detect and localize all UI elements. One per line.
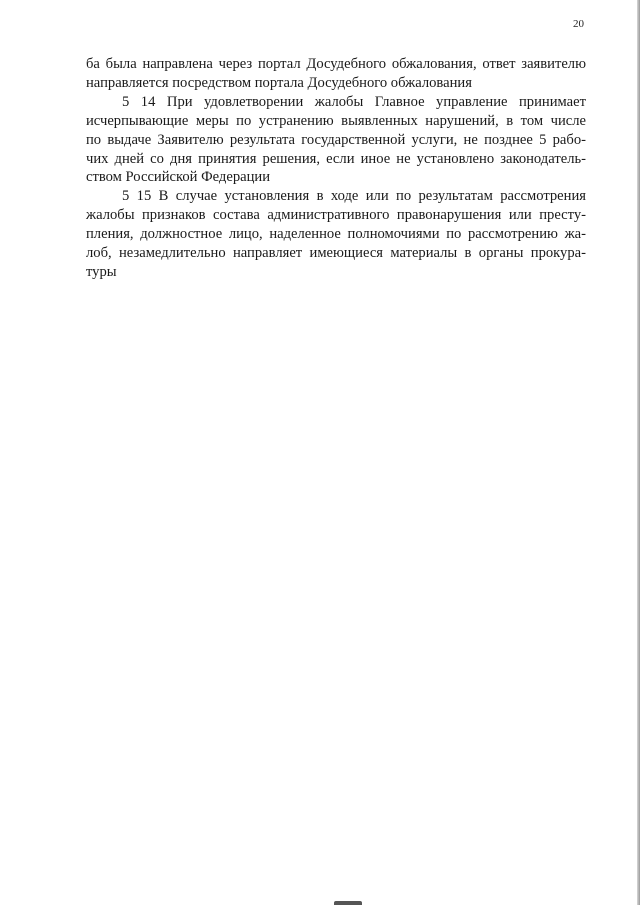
page-number: 20 [573, 18, 584, 30]
text-line: чих дней со дня принятия решения, если иное не установлено законодатель- [86, 150, 586, 167]
text-line: направляется посредством портала Досудебного обжалования [86, 74, 472, 91]
text-line: ством Российской Федерации [86, 169, 271, 186]
text-line: лоб, незамедлительно направляет имеющиеся материалы в органы прокура- [86, 245, 586, 262]
text-line: жалобы признаков состава административного правонарушения или престу- [86, 207, 586, 224]
body-text [86, 55, 586, 282]
scan-bottom-mark [334, 901, 362, 905]
text-line: по выдаче Заявителю результата государственной услуги, не позднее 5 рабо- [86, 131, 586, 148]
paragraph-5-14-first-line: 5 14 При удовлетворении жалобы Главное управление принимает [122, 93, 586, 110]
text-line: пления, должностное лицо, наделенное полномочиями по рассмотрению жа- [86, 226, 586, 243]
text-line: исчерпывающие меры по устранению выявленных нарушений, в том числе [86, 112, 586, 129]
text-line: туры [86, 263, 117, 280]
text-line: ба была направлена через портал Досудебного обжалования, ответ заявителю [86, 56, 586, 72]
paragraph-5-15-first-line: 5 15 В случае установления в ходе или по результатам рассмотрения [122, 188, 586, 205]
